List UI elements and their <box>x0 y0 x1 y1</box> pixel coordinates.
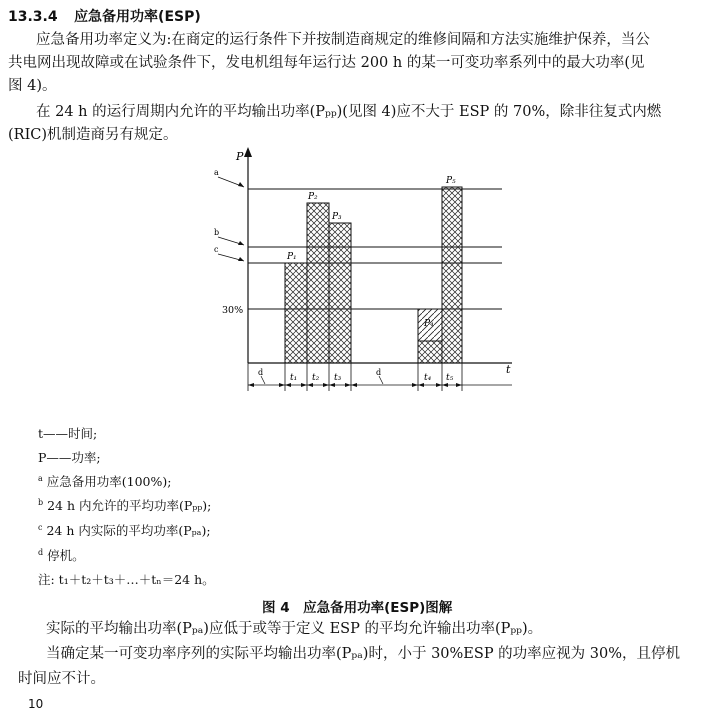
interval-d-2-leader <box>379 376 383 384</box>
arrowhead-c <box>238 257 244 261</box>
marker-a: a <box>214 168 219 177</box>
y-axis-arrow <box>244 147 252 157</box>
interval-t3: t₃ <box>334 373 342 383</box>
legend-d-sup: d <box>38 547 44 557</box>
x-axis-label: t <box>506 363 511 376</box>
legend-b-text: 24 h 内允许的平均功率(Pₚₚ); <box>47 498 212 513</box>
bar-p1 <box>285 263 307 363</box>
legend-note: 注: t₁＋t₂＋t₃＋…＋tₙ＝24 h。 <box>38 572 215 587</box>
interval-t4: t₄ <box>424 373 432 383</box>
interval-d-2: d <box>376 368 382 377</box>
bar-label-p5: P₅ <box>446 176 456 186</box>
legend-d-text: 停机。 <box>47 548 85 563</box>
figure-caption: 图 4 应急备用功率(ESP)图解 <box>262 600 453 616</box>
bar-p4 <box>418 341 442 363</box>
interval-t1: t₁ <box>290 373 298 383</box>
arrowhead-a <box>238 182 244 187</box>
interval-d-1-leader <box>261 376 265 384</box>
interval-d-1: d <box>258 368 264 377</box>
legend-d <box>38 546 85 564</box>
legend-p: P——功率; <box>38 450 101 465</box>
y-axis-label: P <box>236 150 244 163</box>
interval-t5: t₅ <box>446 373 454 383</box>
bar-label-p3: P₃ <box>332 212 342 222</box>
page-number: 10 <box>28 697 44 711</box>
arrowhead-b <box>238 241 244 245</box>
section-title: 应急备用功率(ESP) <box>74 9 201 25</box>
marker-b: b <box>214 228 220 237</box>
legend-t: t——时间; <box>38 426 98 441</box>
legend-c <box>38 521 211 539</box>
para4-line2: 时间应不计。 <box>18 671 105 687</box>
section-number: 13.3.4 <box>8 9 58 25</box>
legend-a <box>38 472 171 490</box>
bar-p3 <box>329 223 351 363</box>
para3-line1: 实际的平均输出功率(Pₚₐ)应低于或等于定义 ESP 的平均允许输出功率(Pₚₚ)。 <box>46 621 543 637</box>
esp-figure <box>200 145 530 400</box>
para2-line1: 在 24 h 的运行周期内允许的平均输出功率(Pₚₚ)(见图 4)应不大于 ESP 的 70%，除非往复式内燃 <box>36 104 662 120</box>
legend-b-sup: b <box>38 497 44 507</box>
legend-a-text: 应急备用功率(100%); <box>46 474 172 489</box>
bar-label-p4: P₄ <box>424 319 434 329</box>
legend-c-sup: c <box>38 522 43 532</box>
y-tick-30-percent: 30% <box>222 305 244 316</box>
para1-line2: 共电网出现故障或在试验条件下，发电机组每年运行达 200 h 的某一可变功率系列中的最大功率(见 <box>8 55 645 71</box>
bar-label-p2: P₂ <box>308 192 318 202</box>
bar-p5 <box>442 187 462 363</box>
bar-p2 <box>307 203 329 363</box>
interval-t2: t₂ <box>312 373 320 383</box>
legend-c-text: 24 h 内实际的平均功率(Pₚₐ); <box>46 523 211 538</box>
legend-a-sup: a <box>38 473 43 483</box>
legend-b <box>38 496 211 514</box>
para1-line1: 应急备用功率定义为:在商定的运行条件下并按制造商规定的维修间隔和方法实施维护保养，当公 <box>36 32 650 48</box>
marker-c: c <box>214 245 219 254</box>
bar-label-p1: P₁ <box>287 252 297 262</box>
para2-line2: (RIC)机制造商另有规定。 <box>8 127 178 143</box>
section-heading <box>8 6 201 26</box>
para4-line1: 当确定某一可变功率序列的实际平均输出功率(Pₚₐ)时，小于 30%ESP 的功率应视为 30%，且停机 <box>46 646 681 662</box>
para1-line3: 图 4)。 <box>8 78 57 94</box>
